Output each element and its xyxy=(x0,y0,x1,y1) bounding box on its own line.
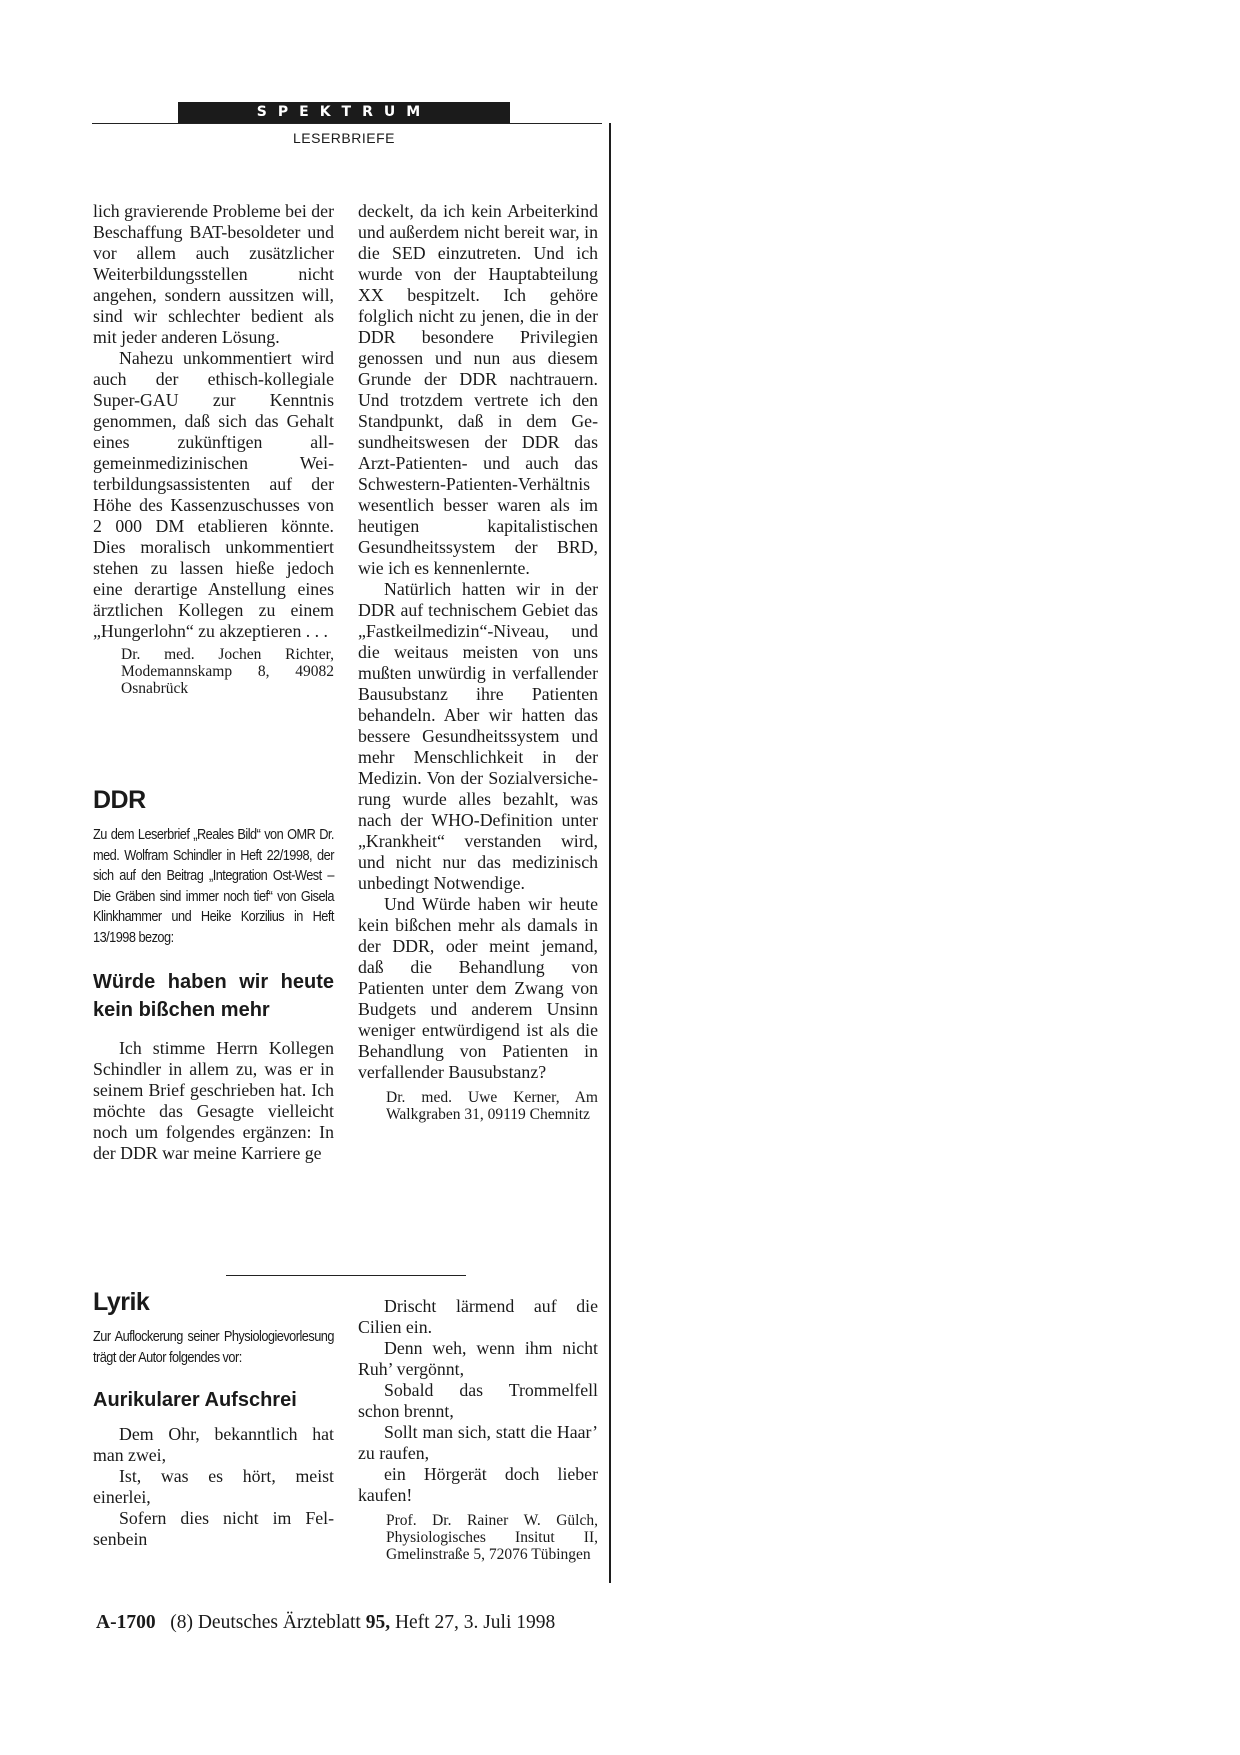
left-column-top xyxy=(93,201,334,697)
poem-line: Denn weh, wenn ihm nicht Ruh’ vergönnt, xyxy=(358,1338,598,1379)
ddr-section xyxy=(93,786,334,1164)
letter-intro: Zur Auflockerung seiner Physiologievorlesung trägt der Autor folgendes vor: xyxy=(93,1329,334,1366)
lyrik-section xyxy=(93,1288,334,1550)
paragraph: lich gravierende Probleme bei der Beschaffung BAT-besoldeter und vor allem auch zusätzlicher Weiterbildungsstellen nicht angehen, sondern aussitzen will, sind wir schlechter bedient als mit jeder anderen Lösung. xyxy=(93,201,334,347)
right-column-top xyxy=(358,201,598,1123)
section-heading: DDR xyxy=(93,786,146,814)
subsection-label: LESERBRIEFE xyxy=(293,130,395,146)
author-signature: Prof. Dr. Rainer W. Gülch, Physiologisches Insitut II, Gmelinstraße 5, 72076 Tübingen xyxy=(386,1512,598,1563)
paragraph: Natürlich hatten wir in der DDR auf technischem Gebiet das „Fastkeilmedizin“-Niveau, und die weitaus meisten von uns mußten unwürdig in verfallender Bausubstanz ihre Patienten behandeln. Aber wir hatten das bessere Gesundheitssystem und mehr Menschlichkeit in der Medizin. Von der Sozialversicherung wurde alles bezahlt, was nach der WHO-Definition unter „Krankheit“ verstanden wird, und nicht nur das medizinisch unbedingt Notwendige. xyxy=(358,579,598,893)
section-banner: SPEKTRUM xyxy=(178,102,510,123)
author-signature: Dr. med. Uwe Kerner, Am Walkgraben 31, 09119 Chemnitz xyxy=(386,1089,598,1123)
page-number: A-1700 xyxy=(96,1612,156,1633)
poem-line: Sollt man sich, statt die Haar’ zu raufen, xyxy=(358,1422,598,1463)
letter-intro: Zu dem Leserbrief „Reales Bild“ von OMR Dr. med. Wolfram Schindler in Heft 22/1998, der sich auf den Beitrag „Integration Ost-West – Die Gräben sind immer noch tief“ von Gisela Klinkhammer und Heike Korzilius in Heft 13/1998 bezog: xyxy=(93,827,334,946)
poem-line: Sobald das Trommelfell schon brennt, xyxy=(358,1380,598,1421)
paragraph: Ich stimme Herrn Kollegen Schindler in allem zu, was er in seinem Brief geschrieben hat. Ich möchte das Gesagte vielleicht noch um folgendes ergänzen: In der DDR war meine Karriere ge xyxy=(93,1037,334,1163)
poem-line: Drischt lärmend auf die Cilien ein. xyxy=(358,1296,598,1337)
poem-line: Dem Ohr, bekanntlich hat man zwei, xyxy=(93,1424,334,1466)
poem-line: Ist, was es hört, meist einerlei, xyxy=(93,1466,334,1508)
paragraph: Nahezu unkommentiert wird auch der ethisch-kollegiale Super-GAU zur Kenntnis genommen, daß sich das Gehalt eines zukünftigen allgemeinmedizinischen Weiterbildungsassistenten auf der Höhe des Kassenzuschusses von 2 000 DM etablieren könnte. Dies moralisch unkommentiert stehen zu lassen hieße jedoch eine derartige Anstellung eines ärztlichen Kollegen zu einem „Hungerlohn“ zu akzeptieren . . . xyxy=(93,348,334,641)
section-heading: Lyrik xyxy=(93,1288,150,1316)
issue-info: Heft 27, 3. Juli 1998 xyxy=(394,1612,556,1633)
page-footer xyxy=(96,1612,555,1634)
letter-headline: Würde haben wir heute kein bißchen mehr xyxy=(93,970,334,1021)
lyrik-poem-right xyxy=(358,1296,598,1563)
poem-title: Aurikularer Aufschrei xyxy=(93,1389,297,1412)
paragraph: deckelt, da ich kein Arbeiterkind und außerdem nicht bereit war, in die SED einzutreten. Und ich wurde von der Hauptabteilung XX bespitzelt. Ich gehöre folglich nicht zu jenen, die in der DDR besondere Privilegien genossen und nun aus diesem Grunde der DDR nachtrauern. Und trotzdem vertrete ich den Standpunkt, daß in dem Gesundheitswesen der DDR das Arzt-Patienten- und auch das Schwestern-Patienten-Verhältnis wesentlich besser waren als im heutigen kapitalistischen Gesundheitssystem der BRD, wie ich es kennenlernte. xyxy=(358,201,598,578)
header-rule xyxy=(92,123,602,124)
section-divider xyxy=(226,1275,466,1276)
poem-line: Sofern dies nicht im Felsenbein xyxy=(93,1508,334,1550)
journal-name: Deutsches Ärzteblatt xyxy=(197,1612,361,1633)
paragraph: Und Würde haben wir heute kein bißchen mehr als damals in der DDR, oder meint jemand, daß die Behandlung von Patienten unter dem Zwang von Budgets und anderem Unsinn weniger entwürdigend ist als die Behandlung von Patienten in verfallender Bausubstanz? xyxy=(358,894,598,1082)
poem-lines-left xyxy=(93,1424,334,1550)
author-signature: Dr. med. Jochen Richter, Modemannskamp 8, 49082 Osnabrück xyxy=(121,646,334,697)
poem-line: ein Hörgerät doch lieber kaufen! xyxy=(358,1464,598,1505)
journal-volume: 95, xyxy=(365,1612,391,1633)
column-rule xyxy=(609,123,611,1583)
page-index: (8) xyxy=(170,1612,193,1633)
